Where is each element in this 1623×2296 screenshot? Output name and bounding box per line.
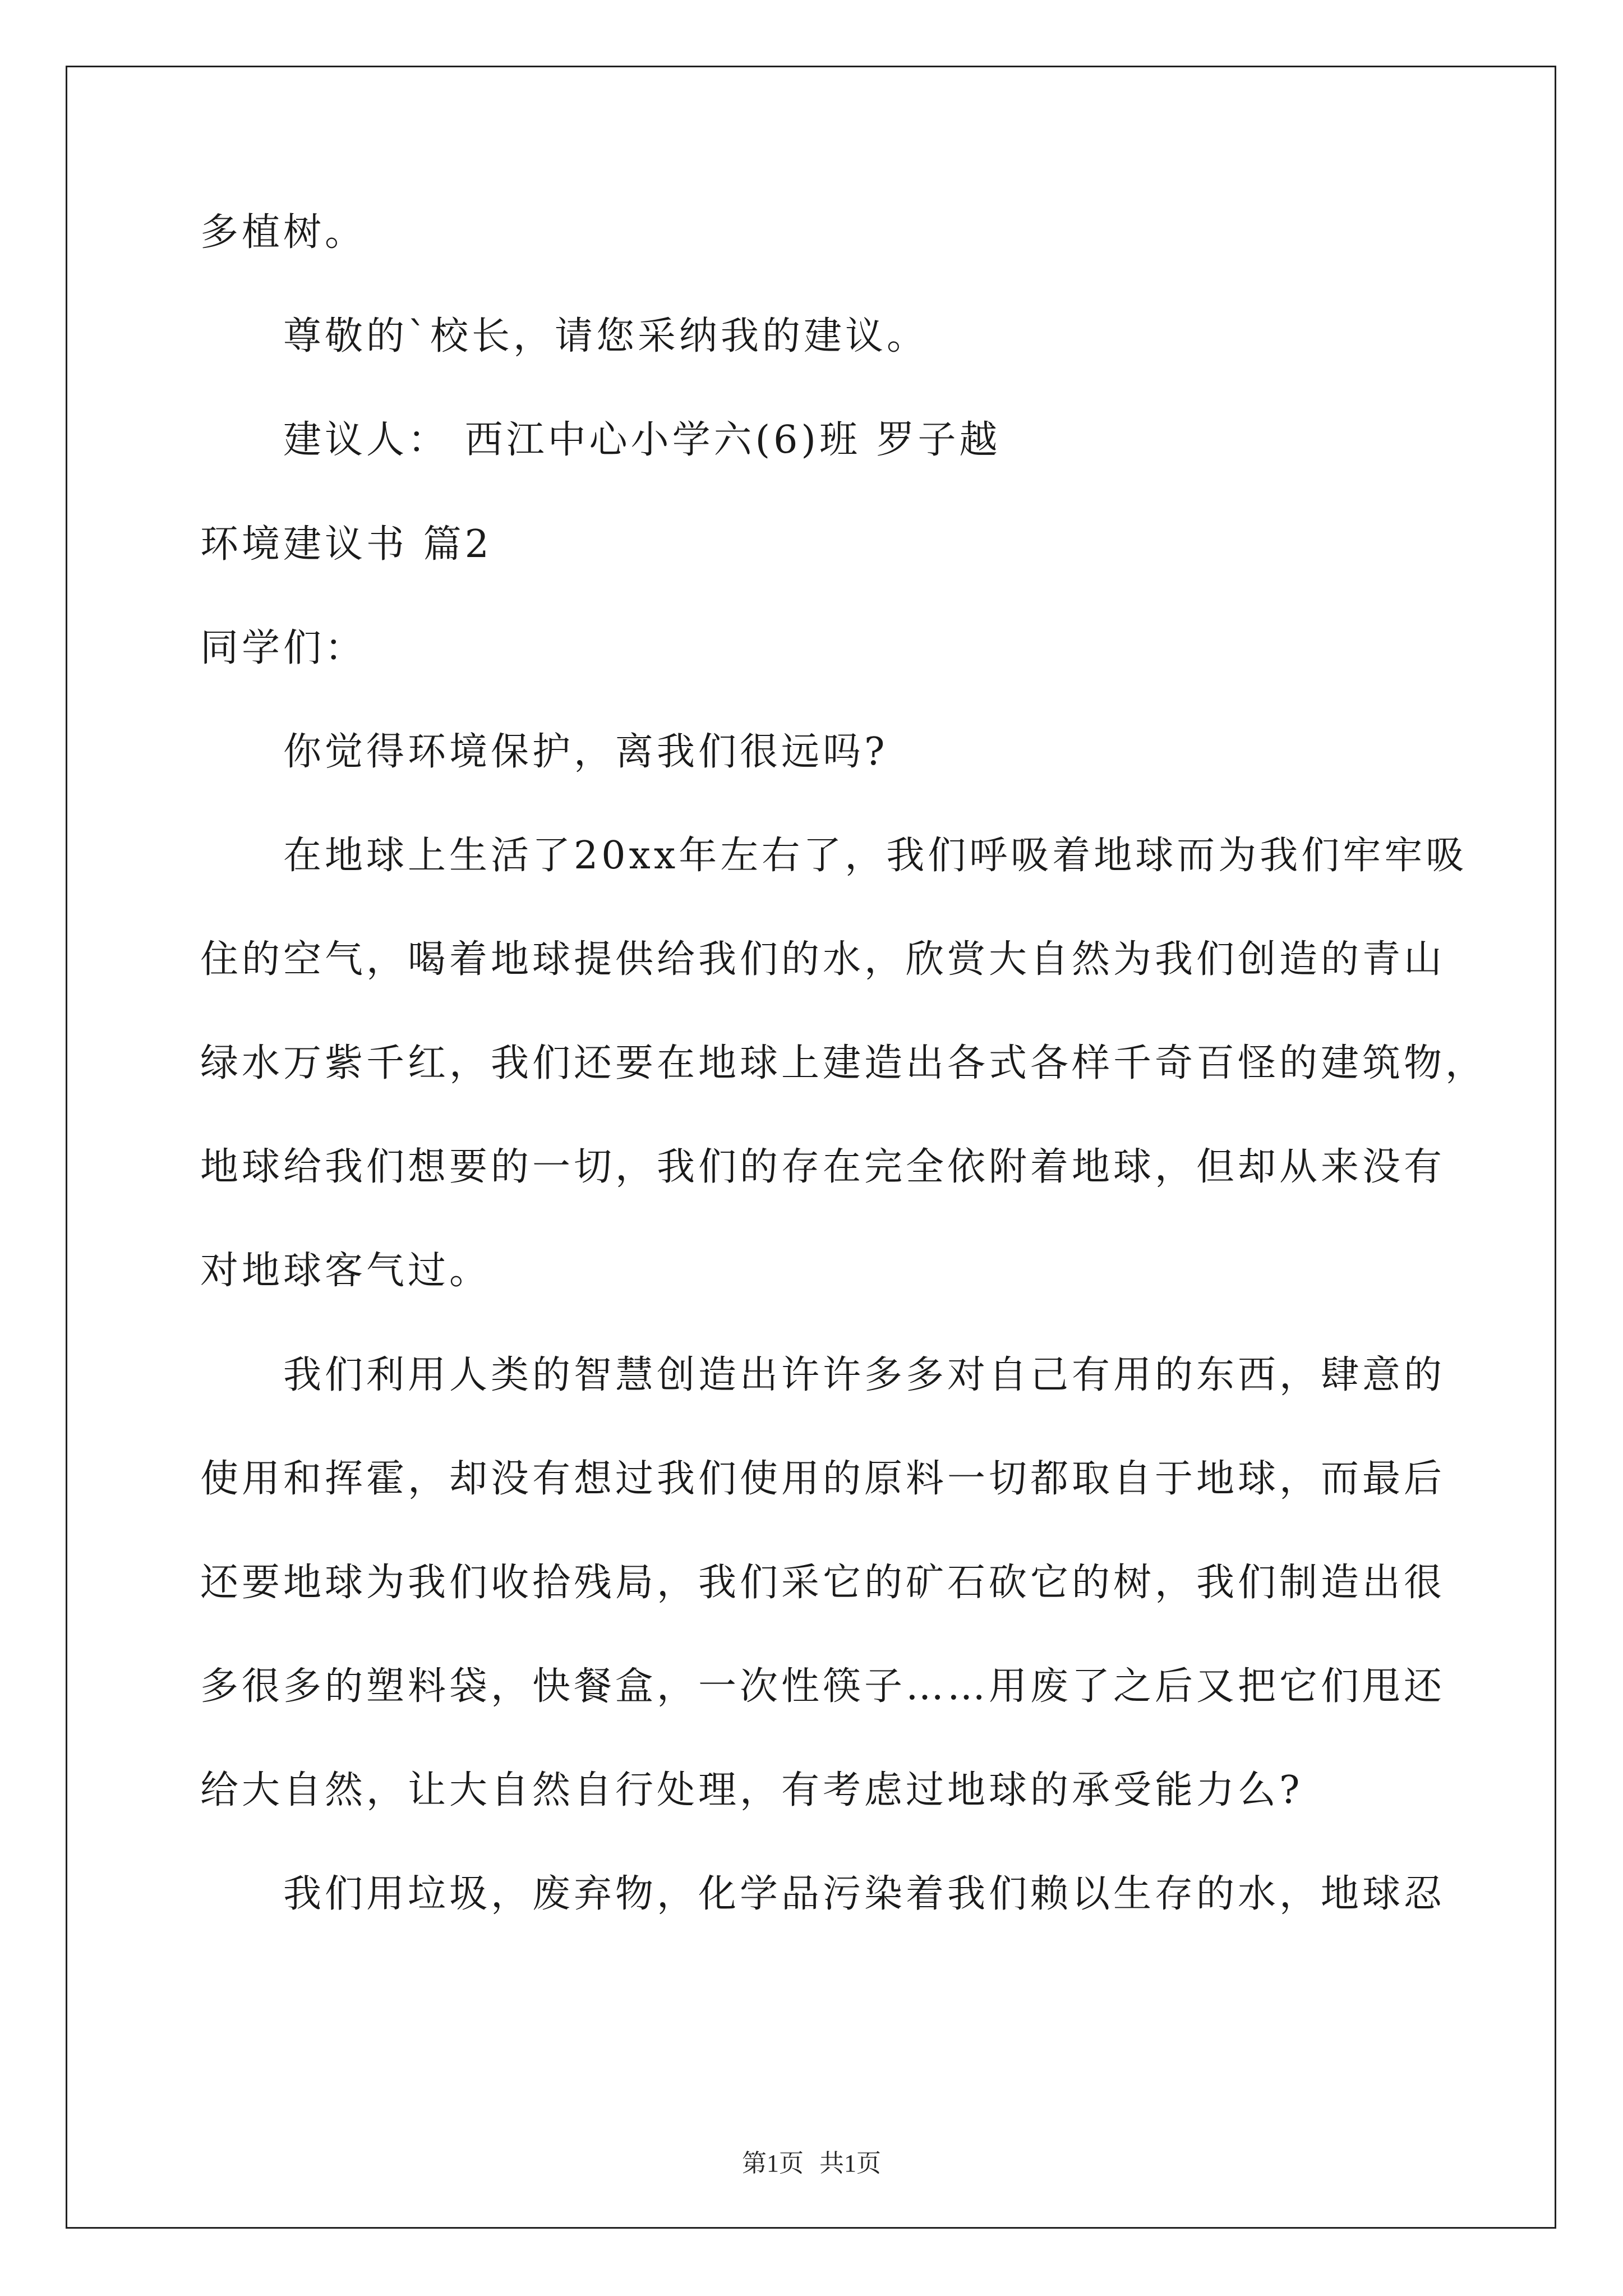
salutation: 同学们： — [200, 626, 367, 670]
text-line: 尊敬的`校长，请您采纳我的建议。 — [283, 314, 929, 358]
text-line: 我们利用人类的智慧创造出许许多多对自己有用的东西，肆意的 — [283, 1353, 1446, 1397]
text-line: 多植树。 — [200, 210, 367, 255]
text-line: 多很多的塑料袋，快餐盒，一次性筷子……用废了之后又把它们甩还 — [200, 1664, 1446, 1709]
text-line: 还要地球为我们收拾残局，我们采它的矿石砍它的树，我们制造出很 — [200, 1561, 1446, 1605]
text-line: 在地球上生活了20xx年左右了，我们呼吸着地球而为我们牢牢吸 — [283, 834, 1468, 878]
signature-line: 建议人： 西江中心小学六(6)班 罗子越 — [283, 418, 1001, 462]
text-line: 给大自然，让大自然自行处理，有考虑过地球的承受能力么? — [200, 1768, 1303, 1812]
text-line: 对地球客气过。 — [200, 1249, 491, 1293]
text-line: 使用和挥霍，却没有想过我们使用的原料一切都取自于地球，而最后 — [200, 1457, 1446, 1501]
page-total: 共1页 — [819, 2150, 881, 2177]
text-line: 你觉得环境保护，离我们很远吗? — [283, 730, 888, 774]
section-heading: 环境建议书 篇2 — [200, 522, 492, 567]
page-footer — [0, 2150, 1623, 2178]
text-line: 绿水万紫千红，我们还要在地球上建造出各式各样千奇百怪的建筑物， — [200, 1041, 1487, 1085]
text-line: 住的空气，喝着地球提供给我们的水，欣赏大自然为我们创造的青山 — [200, 937, 1446, 982]
page-number: 第1页 — [742, 2150, 804, 2177]
text-line: 我们用垃圾，废弃物，化学品污染着我们赖以生存的水，地球忍 — [283, 1872, 1446, 1916]
text-line: 地球给我们想要的一切，我们的存在完全依附着地球，但却从来没有 — [200, 1145, 1446, 1189]
